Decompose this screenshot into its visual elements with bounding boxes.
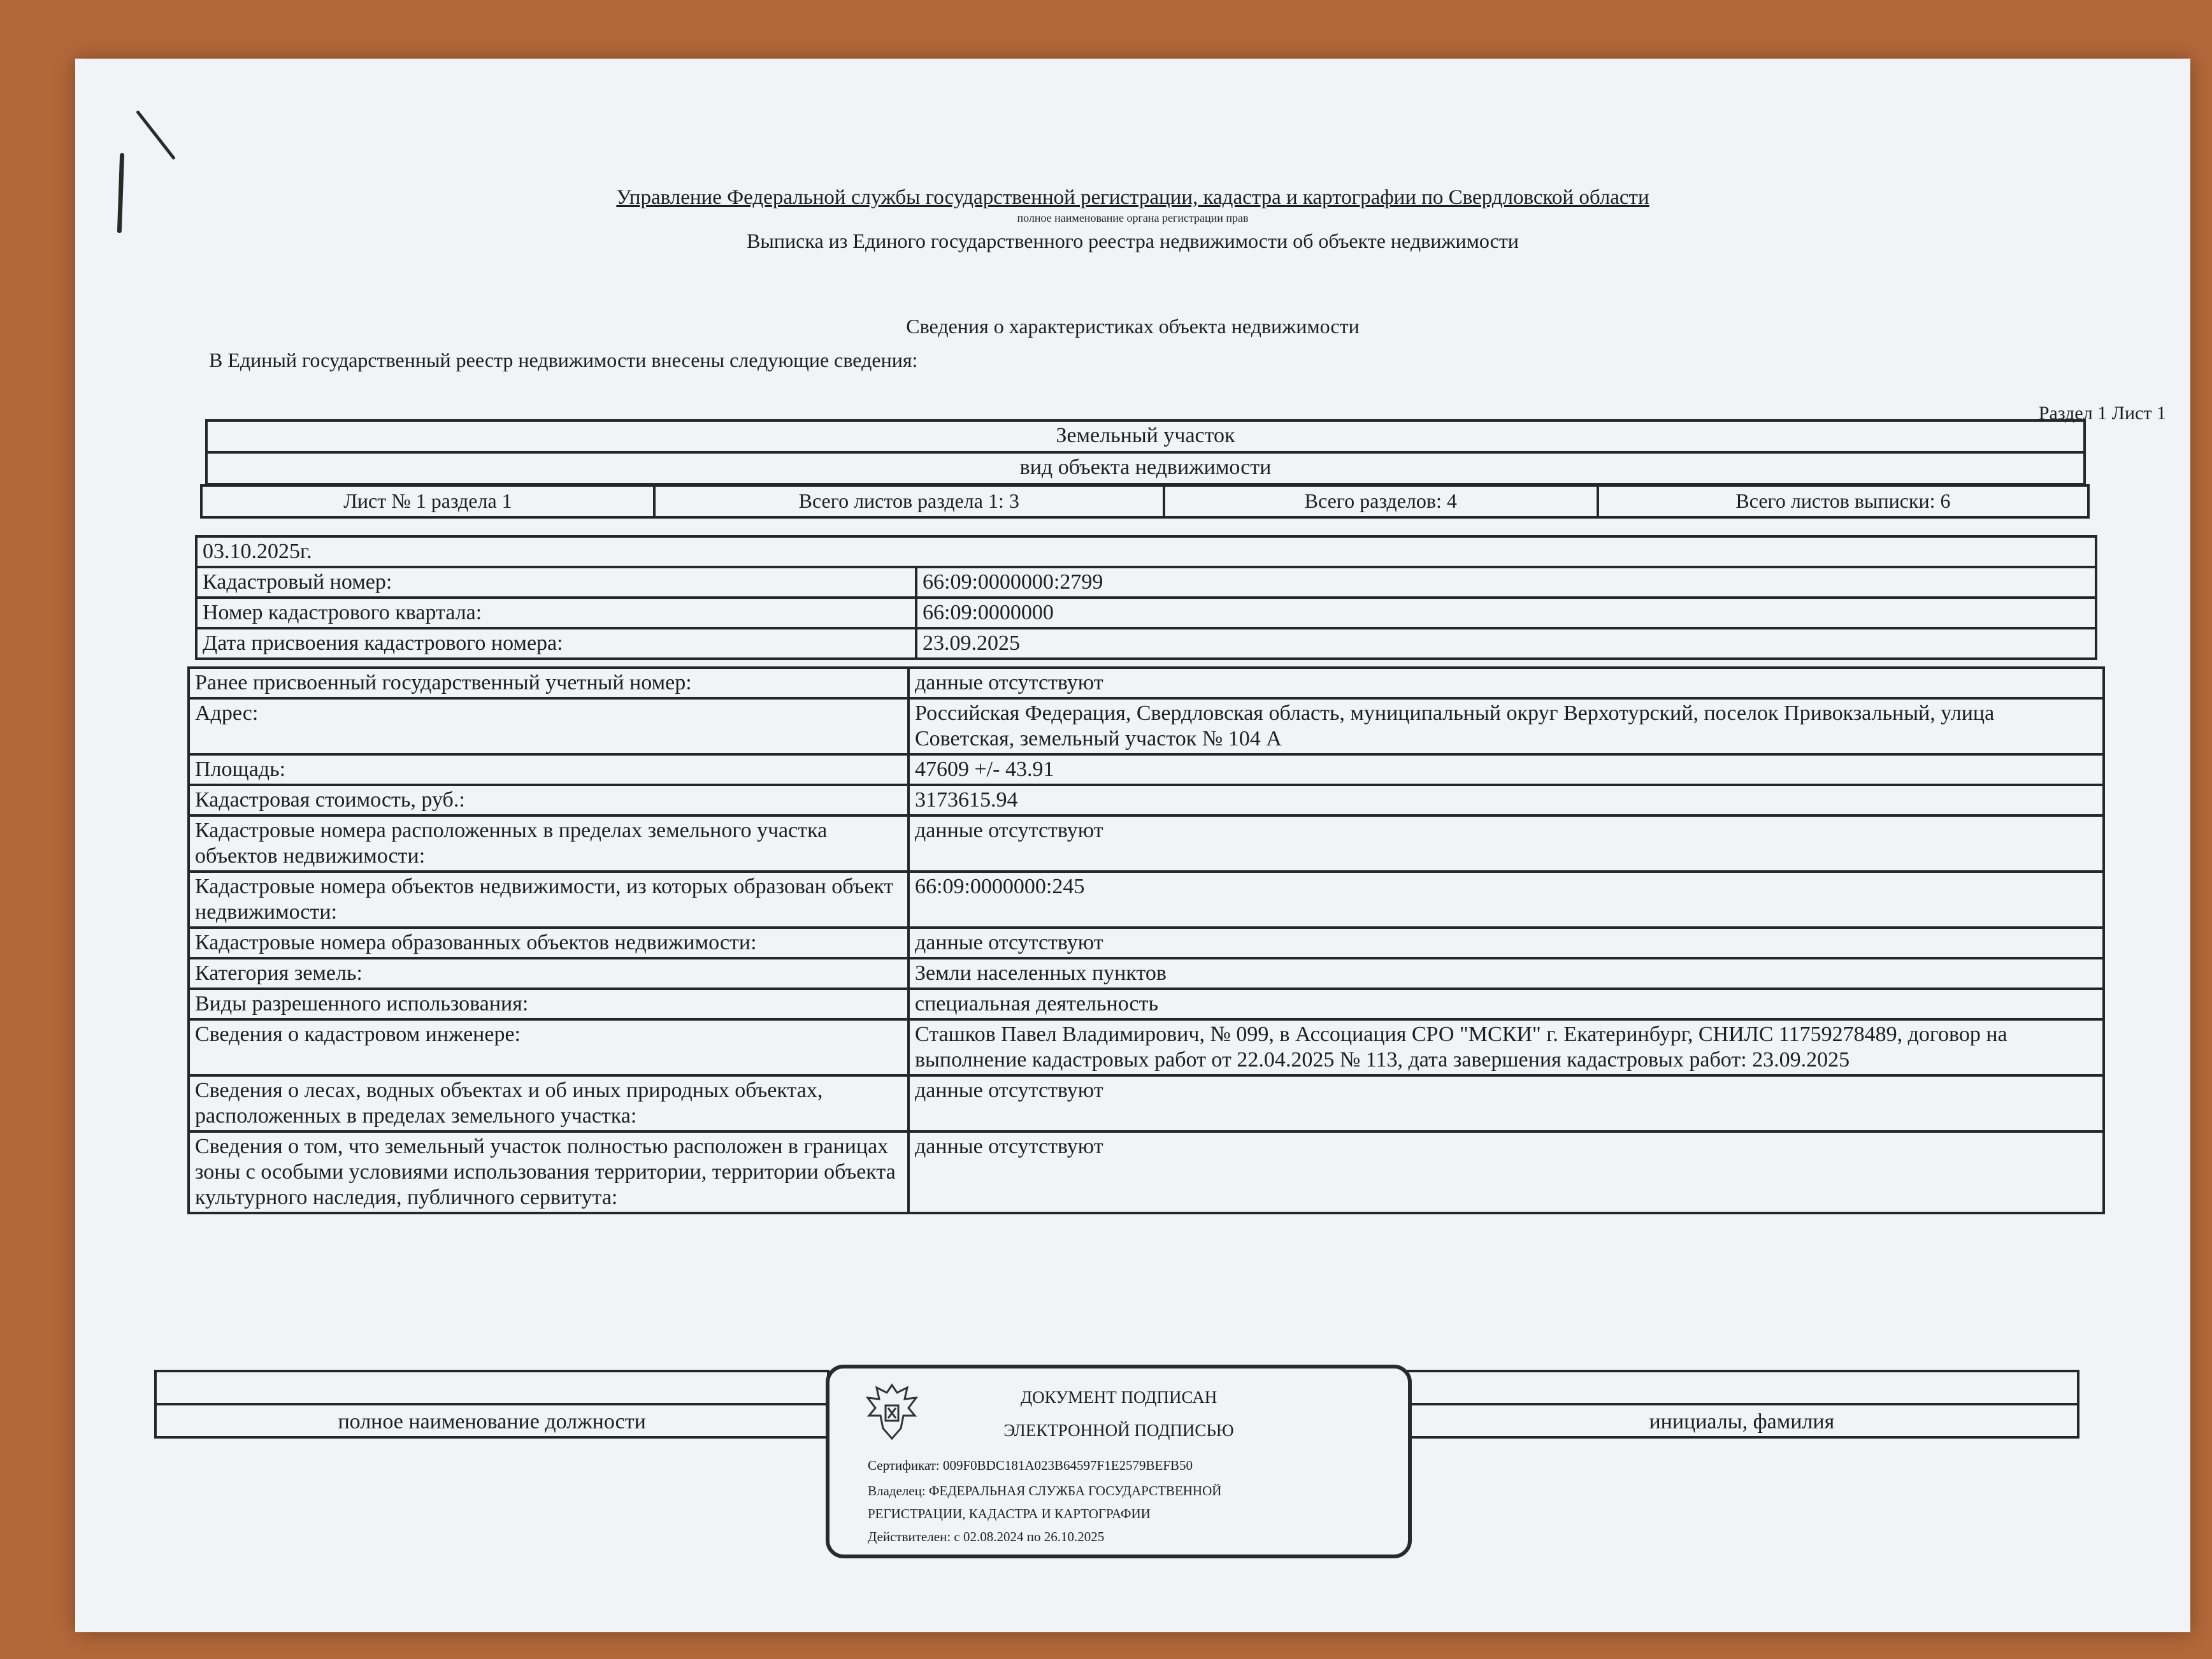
table-row: [189, 928, 2104, 958]
row-value: 66:09:0000000:245: [908, 872, 2104, 928]
section-sheets-total: Всего листов раздела 1: 3: [654, 485, 1164, 517]
position-caption: полное наименование должности: [155, 1404, 828, 1437]
row-value: 66:09:0000000: [916, 598, 2096, 628]
stamp-line-1: ДОКУМЕНТ ПОДПИСАН: [1020, 1388, 1217, 1407]
table-row: [189, 989, 2104, 1019]
table-row: [189, 1131, 2104, 1213]
table-row: [189, 668, 2104, 698]
row-value: 66:09:0000000:2799: [916, 567, 2096, 598]
extract-date: 03.10.2025г.: [196, 536, 2096, 567]
organization-name: Управление Федеральной службы государственной регистрации, кадастра и картографии по Свердловской области: [616, 186, 1649, 209]
validity-period: Действителен: с 02.08.2024 по 26.10.2025: [868, 1529, 1105, 1544]
sheet-number: Лист № 1 раздела 1: [201, 485, 654, 517]
name-caption: инициалы, фамилия: [1405, 1404, 2078, 1437]
row-label: Сведения о том, что земельный участок полностью расположен в границах зоны с особыми условиями использования территории, территории объекта культурного наследия, публичного сервитута:: [189, 1131, 908, 1213]
extract-sheets-total: Всего листов выписки: 6: [1598, 485, 2088, 517]
object-type-table: [205, 419, 2086, 485]
document-title: Выписка из Единого государственного реестра недвижимости об объекте недвижимости: [747, 229, 1519, 252]
characteristics-table: [187, 666, 2105, 1214]
row-value: Земли населенных пунктов: [908, 958, 2104, 989]
table-row: [196, 628, 2096, 659]
table-row: [189, 872, 2104, 928]
cadastral-info-table: [195, 535, 2097, 660]
row-label: Виды разрешенного использования:: [189, 989, 908, 1019]
row-value: данные отсутствуют: [908, 1075, 2104, 1131]
row-value: 23.09.2025: [916, 628, 2096, 659]
row-value: Сташков Павел Владимирович, № 099, в Ассоциация СРО "МСКИ" г. Екатеринбург, СНИЛС 11759278489, договор на выполнение кадастровых работ от 22.04.2025 № 113, дата завершения кадастровых работ: 23.09.2025: [908, 1019, 2104, 1075]
row-value: Российская Федерация, Свердловская область, муниципальный округ Верхотурский, поселок Привокзальный, улица Советская, земельный участок № 104 А: [908, 698, 2104, 754]
table-row: [196, 598, 2096, 628]
intro-text: В Единый государственный реестр недвижимости внесены следующие сведения:: [209, 348, 918, 371]
table-row: [189, 1075, 2104, 1131]
row-label: Номер кадастрового квартала:: [196, 598, 916, 628]
electronic-signature-stamp: [826, 1365, 1412, 1558]
owner-line-1: Владелец: ФЕДЕРАЛЬНАЯ СЛУЖБА ГОСУДАРСТВЕННОЙ: [868, 1483, 1222, 1498]
row-label: Кадастровые номера объектов недвижимости, из которых образован объект недвижимости:: [189, 872, 908, 928]
sections-total: Всего разделов: 4: [1164, 485, 1598, 517]
table-row: [189, 958, 2104, 989]
row-label: Адрес:: [189, 698, 908, 754]
row-label: Кадастровая стоимость, руб.:: [189, 785, 908, 815]
owner-line-2: РЕГИСТРАЦИИ, КАДАСТРА И КАРТОГРАФИИ: [868, 1506, 1151, 1521]
table-row: [196, 567, 2096, 598]
sheet-info-table: [200, 484, 2090, 519]
object-type: Земельный участок: [206, 420, 2085, 452]
row-label: Дата присвоения кадастрового номера:: [196, 628, 916, 659]
certificate-number: Сертификат: 009F0BDC181A023B64597F1E2579BEFB50: [868, 1458, 1193, 1473]
row-label: Кадастровые номера расположенных в пределах земельного участка объектов недвижимости:: [189, 815, 908, 872]
row-label: Сведения о кадастровом инженере:: [189, 1019, 908, 1075]
organization-note: полное наименование органа регистрации прав: [1017, 212, 1249, 224]
row-value: данные отсутствуют: [908, 815, 2104, 872]
row-label: Сведения о лесах, водных объектах и об иных природных объектах, расположенных в пределах земельного участка:: [189, 1075, 908, 1131]
stamp-line-2: ЭЛЕКТРОННОЙ ПОДПИСЬЮ: [1003, 1421, 1234, 1440]
table-row: [189, 754, 2104, 785]
pen-mark: [136, 110, 176, 161]
row-label: Площадь:: [189, 754, 908, 785]
section-title: Сведения о характеристиках объекта недвижимости: [906, 315, 1360, 338]
row-value: данные отсутствуют: [908, 1131, 2104, 1213]
row-label: Кадастровые номера образованных объектов недвижимости:: [189, 928, 908, 958]
row-value: специальная деятельность: [908, 989, 2104, 1019]
row-label: Кадастровый номер:: [196, 567, 916, 598]
section-sheet-label: Раздел 1 Лист 1: [2038, 403, 2166, 424]
row-label: Категория земель:: [189, 958, 908, 989]
row-value: данные отсутствуют: [908, 928, 2104, 958]
table-row: [189, 1019, 2104, 1075]
row-value: 3173615.94: [908, 785, 2104, 815]
row-label: Ранее присвоенный государственный учетный номер:: [189, 668, 908, 698]
row-value: данные отсутствуют: [908, 668, 2104, 698]
table-row: [189, 698, 2104, 754]
document-sheet: [75, 59, 2190, 1632]
object-type-note: вид объекта недвижимости: [206, 452, 2085, 484]
row-value: 47609 +/- 43.91: [908, 754, 2104, 785]
table-row: [189, 815, 2104, 872]
table-row: [189, 785, 2104, 815]
